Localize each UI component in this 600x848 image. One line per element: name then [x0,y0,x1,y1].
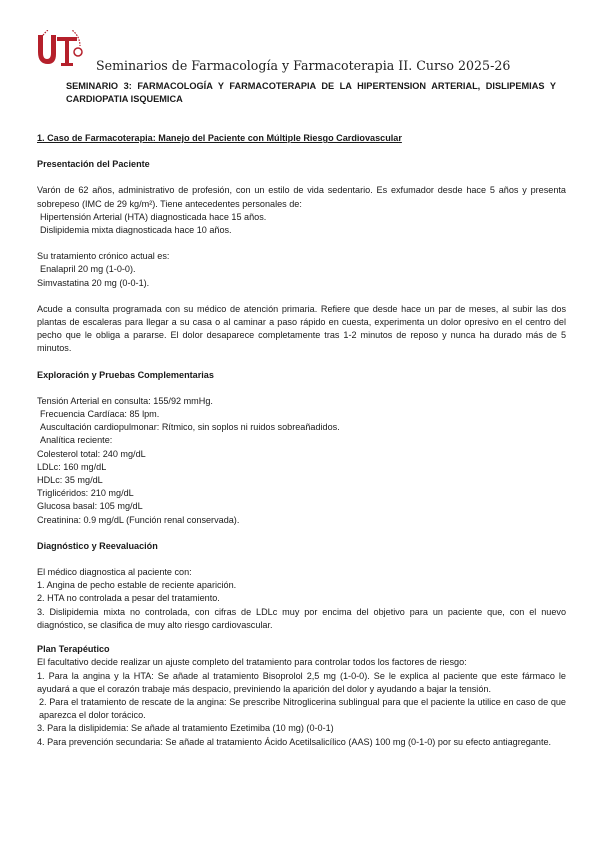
plan-item: 3. Para la dislipidemia: Se añade al tratamiento Ezetimiba (10 mg) (0-0-1) [37,723,334,734]
exploration-item: Auscultación cardiopulmonar: Rítmico, sin soplos ni ruidos sobreañadidos. [40,422,340,433]
university-seal-icon [34,30,96,70]
treatment-item: Enalapril 20 mg (1-0-0). [40,264,136,275]
diagnosis-intro: El médico diagnostica al paciente con: [37,567,192,578]
lab-value: Glucosa basal: 105 mg/dL [37,501,143,512]
lab-value: Creatinina: 0.9 mg/dL (Función renal conservada). [37,514,240,525]
treatment-intro: Su tratamiento crónico actual es: [37,251,170,262]
seminar-title: SEMINARIO 3: FARMACOLOGÍA Y FARMACOTERAPIA DE LA HIPERTENSION ARTERIAL, DISLIPEMIAS Y CARDIOPATIA ISQUEMICA [66,81,556,104]
university-logo [34,30,96,70]
exploration-item: Tensión Arterial en consulta: 155/92 mmHg. [37,395,213,406]
diagnosis-item: 3. Dislipidemia mixta no controlada, con cifras de LDLc muy por encima del objetivo para un paciente que, con el nuevo diagnóstico, se clasifica de muy alto riesgo cardiovascular. [37,606,566,630]
history-item: Hipertensión Arterial (HTA) diagnosticada hace 15 años. [40,211,267,222]
plan-item: 4. Para prevención secundaria: Se añade al tratamiento Ácido Acetilsalicílico (AAS) 100 mg (0-1-0) por su efecto antiagregante. [37,736,552,747]
exploration-item: Frecuencia Cardíaca: 85 lpm. [40,409,160,420]
consult-paragraph: Acude a consulta programada con su médico de atención primaria. Refiere que desde hace un par de meses, al subir las dos plantas de escaleras para llegar a su casa o al caminar a paso rápido en cuesta, experimenta un dolor opresivo en el centro del pecho que le obliga a pararse. El dolor desaparece completamente tras 1-2 minutos de reposo y nunca ha durado más de 5 minutos. [37,303,566,354]
plan-item: 2. Para el tratamiento de rescate de la angina: Se prescribe Nitroglicerina sublingual para que el paciente la utilice en caso de que aparezca el dolor torácico. [39,696,566,721]
treatment-item: Simvastatina 20 mg (0-0-1). [37,277,150,288]
lab-value: HDLc: 35 mg/dL [37,475,103,486]
section-heading-plan: Plan Terapéutico [37,644,110,655]
course-title: Seminarios de Farmacología y Farmacoterapia II. Curso 2025-26 [96,58,511,73]
lab-value: Triglicéridos: 210 mg/dL [37,488,134,499]
lab-value: LDLc: 160 mg/dL [37,461,107,472]
patient-intro: Varón de 62 años, administrativo de profesión, con un estilo de vida sedentario. Es exfumador desde hace 5 años y presenta sobrepeso (IMC de 29 kg/m²). Tiene antecedentes personales de: [37,185,566,209]
lab-value: Colesterol total: 240 mg/dL [37,448,146,459]
section-heading-presentation: Presentación del Paciente [37,159,150,170]
plan-item: 1. Para la angina y la HTA: Se añade al tratamiento Bisoprolol 2,5 mg (1-0-0). Se le explica al paciente que este fármaco le ayudará a que el corazón trabaje más despacio, previniendo la aparición del dolor y ayudando a bajar la tensión. [37,670,566,694]
section-heading-exploration: Exploración y Pruebas Complementarias [37,369,214,380]
plan-intro: El facultativo decide realizar un ajuste completo del tratamiento para controlar todos los factores de riesgo: [37,657,467,668]
document-body [37,132,566,749]
case-title: 1. Caso de Farmacoterapia: Manejo del Paciente con Múltiple Riesgo Cardiovascular [37,133,402,143]
section-heading-diagnosis: Diagnóstico y Reevaluación [37,540,158,551]
history-item: Dislipidemia mixta diagnosticada hace 10 años. [40,225,232,236]
diagnosis-item: 2. HTA no controlada a pesar del tratamiento. [37,593,220,604]
diagnosis-item: 1. Angina de pecho estable de reciente aparición. [37,580,237,591]
exploration-item: Analítica reciente: [40,435,113,446]
